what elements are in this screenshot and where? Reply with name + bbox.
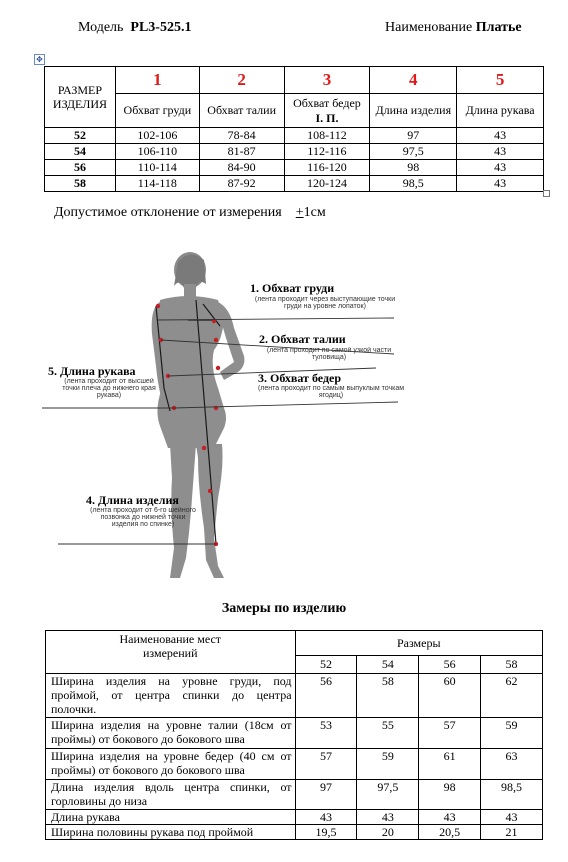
value-cell: 81-87 [199,144,284,160]
size-header: РАЗМЕР ИЗДЕЛИЯ [52,83,108,111]
col-label-text: Обхват талии [207,103,277,117]
name-header: Наименование мест измерений [119,632,222,660]
size-col-header: 58 [481,656,543,674]
measure-value: 58 [357,674,419,718]
name-line [385,20,522,36]
note-sleeve: (лента проходит от высшей точки плеча до нижнего края рукава) [62,378,156,399]
measurements-title: Замеры по изделию [221,601,347,616]
measure-name: Ширина изделия на уровне груди, под проймой, от центра спинки до центра полочки. [46,674,296,718]
measure-value: 59 [357,749,419,780]
name-label: Наименование [385,20,473,35]
note-waist: (лента проходит по самой узкой части туловища) [266,347,392,361]
measure-value: 19,5 [295,825,357,840]
value-cell: 116-120 [284,160,370,176]
value-cell: 97 [370,128,457,144]
measure-value: 43 [481,810,543,825]
plus-minus-sign: + [295,205,304,220]
measure-value: 60 [419,674,481,718]
measure-value: 55 [357,718,419,749]
size-cell: 52 [45,128,116,144]
table-row [46,780,543,810]
name-header-cell [46,631,296,674]
value-cell: 43 [457,144,544,160]
col-num-5: 5 [457,67,544,94]
col-label-text: Длина рукава [465,103,535,117]
value-cell: 43 [457,128,544,144]
measure-value: 98,5 [481,780,543,810]
value-cell: 98 [370,160,457,176]
measure-value: 98 [419,780,481,810]
value-cell: 84-90 [199,160,284,176]
value-cell: 114-118 [115,176,199,192]
value-cell: 112-116 [284,144,370,160]
label-bust: 1. Обхват груди [250,281,335,295]
measure-name: Длина изделия вдоль центра спинки, от горловины до низа [46,780,296,810]
value-cell: 110-114 [115,160,199,176]
size-col-header: 52 [295,656,357,674]
size-header-cell [45,67,116,128]
measure-value: 56 [295,674,357,718]
col-num-2: 2 [199,67,284,94]
measure-value: 43 [295,810,357,825]
measurement-figure [38,248,418,588]
measure-value: 43 [357,810,419,825]
col-num-3: 3 [284,67,370,94]
table-row [46,749,543,780]
measure-name: Длина рукава [46,810,296,825]
tolerance-value: 1см [303,205,326,220]
size-cell: 58 [45,176,116,192]
measure-value: 62 [481,674,543,718]
col-label-sub: I. П. [315,110,339,125]
table-row [46,718,543,749]
value-cell: 98,5 [370,176,457,192]
sizes-header: Размеры [295,631,542,656]
model-line [78,20,191,36]
size-cell: 54 [45,144,116,160]
col-label-text: Обхват бедер [293,95,361,110]
col-num-1: 1 [115,67,199,94]
label-waist: 2. Обхват талии [259,332,346,346]
value-cell: 108-112 [284,128,370,144]
value-cell: 87-92 [199,176,284,192]
value-cell: 43 [457,176,544,192]
table-row [45,144,544,160]
note-hips: (лента проходит по самым выпуклым точкам ягодиц) [257,385,405,399]
measure-name: Ширина изделия на уровне талии (18см от проймы) от бокового до бокового шва [46,718,296,749]
measure-value: 53 [295,718,357,749]
tolerance-line [54,205,326,221]
size-col-header: 56 [419,656,481,674]
label-hips: 3. Обхват бедер [258,371,342,385]
size-table [44,66,544,192]
label-length: 4. Длина изделия [86,493,179,507]
measure-value: 57 [295,749,357,780]
col-label-text: Обхват груди [123,103,192,117]
value-cell: 78-84 [199,128,284,144]
col-num-4: 4 [370,67,457,94]
col-label-4 [370,94,457,128]
col-label-1 [115,94,199,128]
table-row [46,674,543,718]
size-col-header: 54 [357,656,419,674]
model-label: Модель [78,20,124,35]
model-value: PL3-525.1 [130,20,192,35]
table-row [46,810,543,825]
col-label-text: Длина изделия [375,103,452,117]
measure-value: 63 [481,749,543,780]
measure-value: 21 [481,825,543,840]
name-value: Платье [475,20,522,35]
measure-value: 97 [295,780,357,810]
table-row [45,128,544,144]
value-cell: 97,5 [370,144,457,160]
size-cell: 56 [45,160,116,176]
measure-value: 57 [419,718,481,749]
value-cell: 43 [457,160,544,176]
measure-value: 61 [419,749,481,780]
measure-name: Ширина изделия на уровне бедер (40 см от проймы) от бокового до бокового шва [46,749,296,780]
col-label-5 [457,94,544,128]
measure-value: 97,5 [357,780,419,810]
table-row [45,160,544,176]
note-bust: (лента проходит через выступающие точки груди на уровне лопаток) [254,296,396,310]
table-row [46,825,543,840]
label-sleeve: 5. Длина рукава [48,364,136,378]
table-resize-handle[interactable] [543,190,550,197]
value-cell: 102-106 [115,128,199,144]
table-move-handle-icon[interactable]: ✥ [34,54,45,65]
value-cell: 120-124 [284,176,370,192]
measure-value: 59 [481,718,543,749]
measure-name: Ширина половины рукава под проймой [46,825,296,840]
col-label-2 [199,94,284,128]
value-cell: 106-110 [115,144,199,160]
col-label-3 [284,94,370,128]
tolerance-text: Допустимое отклонение от измерения [54,205,282,220]
measure-value: 20,5 [419,825,481,840]
measure-value: 43 [419,810,481,825]
measure-value: 20 [357,825,419,840]
measurements-table [45,630,543,840]
table-row [45,176,544,192]
note-length: (лента проходит от 6-го шейного позвонка до нижней точки изделия по спинке) [90,507,196,528]
